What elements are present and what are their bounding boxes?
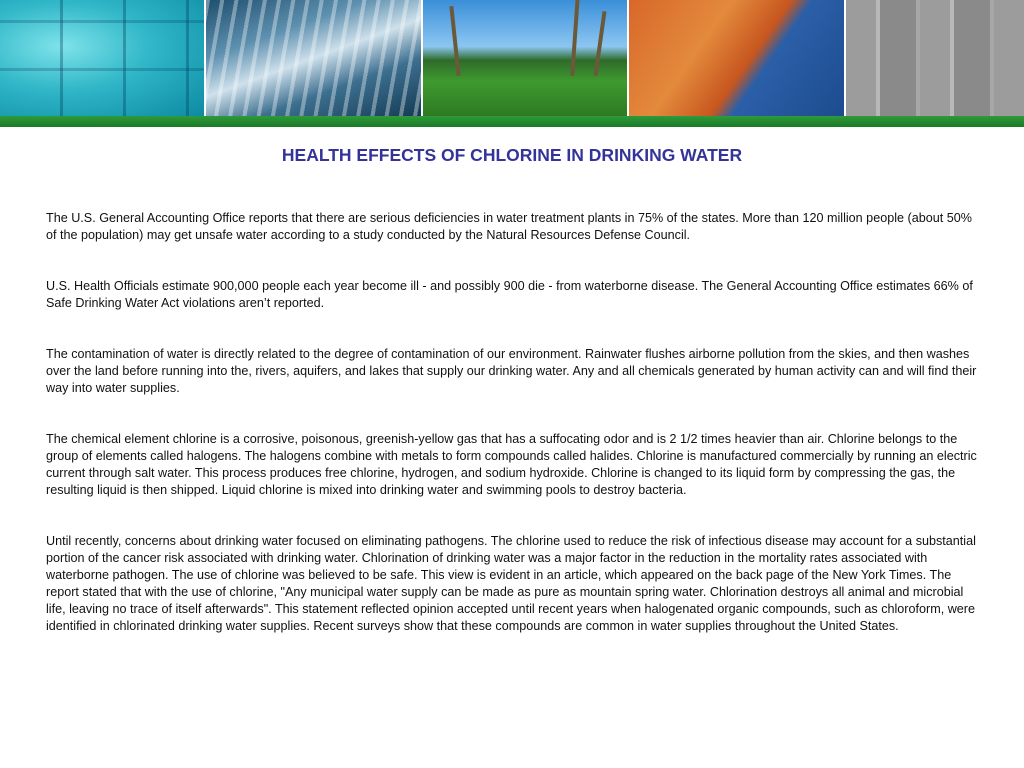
paragraph-2: U.S. Health Officials estimate 900,000 people each year become ill - and possibly 900 die - from waterborne disease. The General Accounting Office estimates 66% of Safe Drinking Water Act violations aren’t reported. xyxy=(46,279,973,310)
paragraph-1: The U.S. General Accounting Office reports that there are serious deficiencies in water treatment plants in 75% of the states. More than 120 million people (about 50% of the population) may get unsafe water according to a study conducted by the Natural Resources Defense Council. xyxy=(46,211,972,242)
body-text xyxy=(46,210,982,669)
page-title: HEALTH EFFECTS OF CHLORINE IN DRINKING WATER xyxy=(281,145,743,165)
marsh-lake-image xyxy=(629,0,845,116)
pool-water-image xyxy=(0,0,204,116)
paragraph-5: Until recently, concerns about drinking water focused on eliminating pathogens. The chlorine used to reduce the risk of infectious disease may account for a substantial portion of the cancer risk associated with drinking water. Chlorination of drinking water was a major factor in the reduction in the mortality rates associated with waterborne pathogen. The use of chlorine was believed to be safe. This view is evident in an article, which appeared on the back page of the New York Times. The report stated that with the use of chlorine, "Any municipal water supply can be made as pure as mountain spring water. Chlorination destroys all animal and microbial life, leaving no trace of itself afterwards". This statement reflected opinion accepted until recent years when halogenated organic compounds, such as chloroform, were identified in chlorinated drinking water supplies. Recent surveys show that these compounds are common in water supplies throughout the United States. xyxy=(46,534,976,633)
waterfall-image xyxy=(206,0,422,116)
concrete-wall-image xyxy=(846,0,1024,116)
paragraph-3: The contamination of water is directly related to the degree of contamination of our environment. Rainwater flushes airborne pollution from the skies, and then washes over the land before running into the, rivers, aquifers, and lakes that supply our drinking water. Any and all chemicals generated by human activity can and will find their way into water supplies. xyxy=(46,347,977,395)
header-banner xyxy=(0,0,1024,116)
green-divider-bar xyxy=(0,116,1024,127)
palm-trees-image xyxy=(423,0,627,116)
paragraph-4: The chemical element chlorine is a corrosive, poisonous, greenish-yellow gas that has a suffocating odor and is 2 1/2 times heavier than air. Chlorine belongs to the group of elements called halogens. The halogens combine with metals to form compounds called halides. Chlorine is manufactured commercially by running an electric current through salt water. This process produces free chlorine, hydrogen, and sodium hydroxide. Chlorine is changed to its liquid form by compressing the gas, the resulting liquid is then shipped. Liquid chlorine is mixed into drinking water and swimming pools to destroy bacteria. xyxy=(46,432,977,497)
